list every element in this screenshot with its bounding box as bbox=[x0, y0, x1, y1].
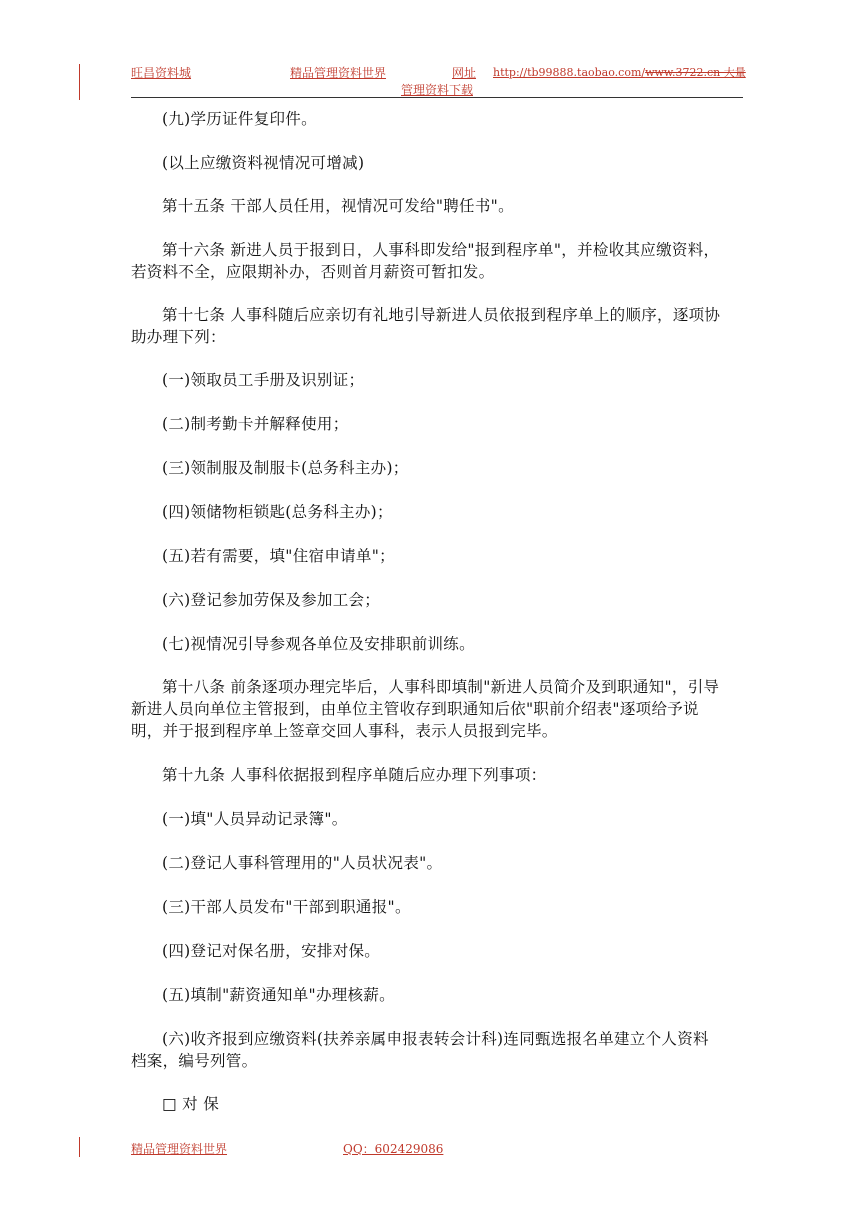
paragraph: (一)填"人员异动记录簿"。 bbox=[162, 810, 348, 828]
paragraph: (六)登记参加劳保及参加工会； bbox=[162, 591, 381, 609]
header-world-link[interactable]: 精品管理资料世界 bbox=[290, 66, 387, 80]
header-brand-link[interactable]: 旺昌资料城 bbox=[131, 66, 192, 80]
paragraph: (五)填制"薪资通知单"办理核薪。 bbox=[162, 986, 395, 1004]
paragraph: (三)领制服及制服卡(总务科主办)； bbox=[162, 459, 409, 477]
paragraph: (一)领取员工手册及识别证； bbox=[162, 371, 365, 389]
paragraph: 第十九条 人事科依据报到程序单随后应办理下列事项： bbox=[162, 766, 547, 784]
paragraph: (二)制考勤卡并解释使用； bbox=[162, 415, 349, 433]
paragraph: (三)干部人员发布"干部到职通报"。 bbox=[162, 898, 411, 916]
paragraph: 第十六条 新进人员于报到日，人事科即发给"报到程序单"，并检收其应缴资料，若资料不全，应限期补办，否则首月薪资可暂扣发。 bbox=[131, 241, 720, 281]
header-divider bbox=[131, 97, 743, 98]
paragraph: 第十七条 人事科随后应亲切有礼地引导新进人员依报到程序单上的顺序，逐项协助办理下列： bbox=[131, 306, 721, 346]
paragraph: (以上应缴资料视情况可增减) bbox=[162, 154, 365, 172]
section-heading: □ 对 保 bbox=[162, 1095, 219, 1113]
footer-qq-link[interactable]: QQ：602429086 bbox=[343, 1142, 444, 1156]
page-header bbox=[131, 64, 746, 98]
paragraph: (二)登记人事科管理用的"人员状况表"。 bbox=[162, 854, 443, 872]
header-site-label: 网址 bbox=[452, 66, 477, 80]
header-download-link[interactable]: 管理资料下载 bbox=[400, 83, 473, 97]
footer-world-link[interactable]: 精品管理资料世界 bbox=[131, 1142, 228, 1156]
margin-mark-top bbox=[79, 64, 80, 100]
header-url-link[interactable] bbox=[493, 64, 746, 80]
paragraph: 第十八条 前条逐项办理完毕后，人事科即填制"新进人员简介及到职通知"，引导新进人员向单位主管报到，由单位主管收存到职通知后依"职前介绍表"逐项给予说明，并于报到程序单上签章交回人事科，表示人员报到完毕。 bbox=[131, 678, 720, 740]
paragraph: (五)若有需要，填"住宿申请单"； bbox=[162, 547, 395, 565]
header-url-struck[interactable]: www.3722.cn 大量 bbox=[645, 66, 746, 79]
paragraph: (四)登记对保名册，安排对保。 bbox=[162, 942, 381, 960]
header-url-main[interactable]: http://tb99888.taobao.com/ bbox=[493, 66, 646, 79]
margin-mark-bottom bbox=[79, 1137, 80, 1157]
paragraph: (七)视情况引导参观各单位及安排职前训练。 bbox=[162, 635, 475, 653]
paragraph: 第十五条 干部人员任用，视情况可发给"聘任书"。 bbox=[162, 197, 514, 215]
paragraph: (九)学历证件复印件。 bbox=[162, 110, 317, 128]
paragraph: (六)收齐报到应缴资料(扶养亲属申报表转会计科)连同甄选报名单建立个人资料档案，编号列管。 bbox=[131, 1030, 709, 1070]
paragraph: (四)领储物柜锁匙(总务科主办)； bbox=[162, 503, 393, 521]
